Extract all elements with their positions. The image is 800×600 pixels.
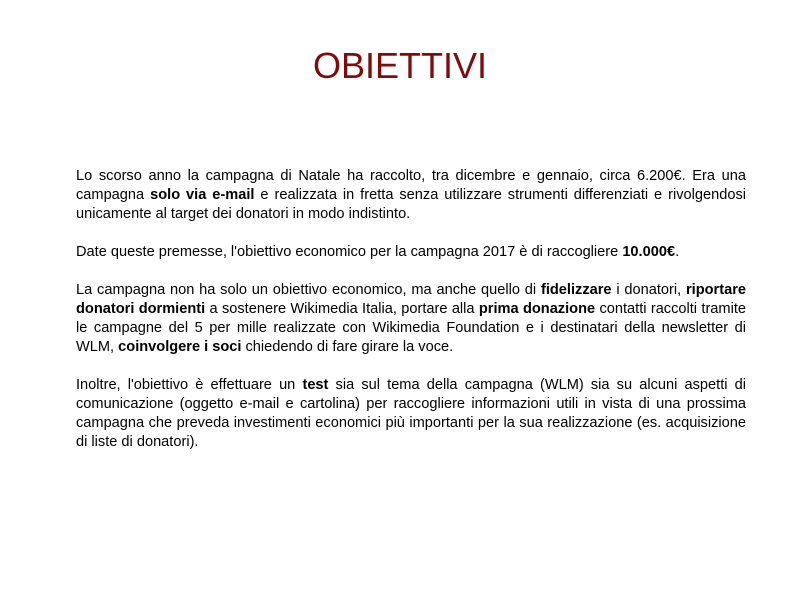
paragraph-other-goals <box>76 281 746 357</box>
highlight-email-only: solo via e-mail <box>150 187 255 203</box>
highlight-goal-amount: 10.000€ <box>622 244 676 260</box>
text-segment: a sostenere Wikimedia Italia, portare alla <box>205 301 479 317</box>
text-segment: La campagna non ha solo un obiettivo economico, ma anche quello di <box>76 282 541 298</box>
text-segment: e realizzata in fretta senza utilizzare strumenti differenziati e rivolgendosi unicamente al target dei donatori in modo indistinto. <box>76 187 746 222</box>
text-segment: contatti raccolti tramite le campagne del 5 per mille realizzate con Wikimedia Foundation e i destinatari della newsletter di WLM, <box>76 301 746 355</box>
paragraph-economic-goal <box>76 243 746 262</box>
text-segment: Inoltre, l'obiettivo è effettuare un <box>76 377 303 393</box>
highlight-first-donation: prima donazione <box>478 301 596 317</box>
slide-title: OBIETTIVI <box>312 45 488 86</box>
highlight-test: test <box>302 377 329 393</box>
slide-body <box>76 167 746 471</box>
text-segment: chiedendo di fare girare la voce. <box>241 339 454 355</box>
text-segment: sia sul tema della campagna (WLM) sia su alcuni aspetti di comunicazione (oggetto e-mail e cartolina) per raccogliere informazioni utili in vista di una prossima campagna che preveda investimenti economici più importanti per la sua realizzazione (es. acquisizione di liste di donatori). <box>76 377 746 450</box>
paragraph-test-goal <box>76 376 746 452</box>
text-segment: Lo scorso anno la campagna di Natale ha raccolto, tra dicembre e gennaio, circa 6.200€. Era una campagna <box>76 168 746 203</box>
highlight-dormant-donors: riportare donatori dormienti <box>76 282 746 317</box>
highlight-fidelizzare: fidelizzare <box>540 282 612 298</box>
highlight-involve-members: coinvolgere i soci <box>118 339 242 355</box>
text-segment: . <box>675 244 680 260</box>
text-segment: i donatori, <box>611 282 686 298</box>
text-segment: Date queste premesse, l'obiettivo economico per la campagna 2017 è di raccogliere <box>76 244 623 260</box>
paragraph-previous-campaign <box>76 167 746 224</box>
